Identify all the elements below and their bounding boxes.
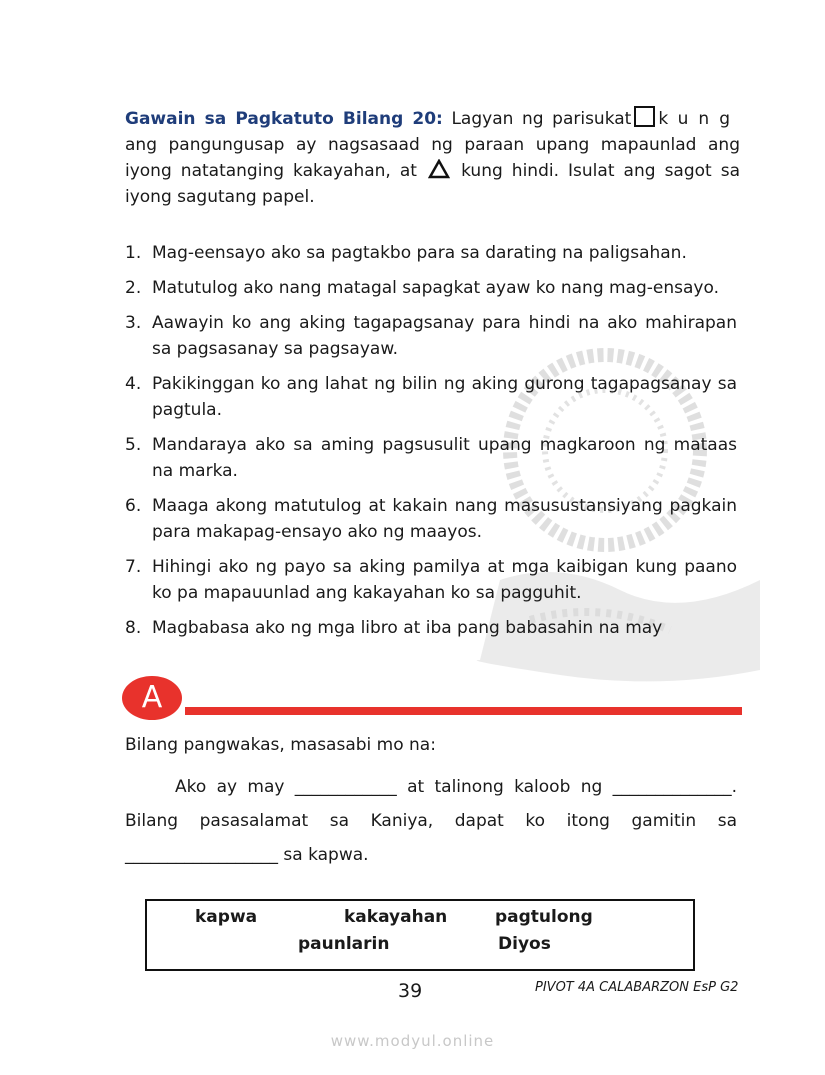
item-text: Hihingi ako ng payo sa aking pamilya at mga kaibigan kung paano ko pa mapauunlad ang kakayahan ko sa pagguhit. (152, 557, 737, 603)
list-item (125, 432, 737, 484)
list-item (125, 275, 737, 301)
item-text: Maaga akong matutulog at kakain nang masusustansiyang pagkain para makapag-ensayo ako ng maayos. (152, 496, 737, 542)
section-header-a (122, 676, 742, 720)
item-number: 2. (125, 278, 142, 298)
closing-lead: Bilang pangwakas, masasabi mo na: (125, 735, 436, 755)
list-item (125, 554, 737, 606)
instructions-text-3: kung hindi. Isulat ang sagot sa iyong sagutang papel. (125, 161, 741, 207)
fill-in-paragraph (125, 770, 737, 872)
word-bank-item: kapwa (195, 907, 258, 927)
item-number: 7. (125, 557, 142, 577)
activity-title: Gawain sa Pagkatuto Bilang 20: (125, 109, 443, 129)
triangle-icon (428, 159, 450, 179)
list-item (125, 615, 737, 641)
list-item (125, 310, 737, 362)
word-bank-item: pagtulong (495, 907, 593, 927)
word-bank-item: paunlarin (298, 934, 390, 954)
list-item (125, 493, 737, 545)
item-number: 8. (125, 618, 142, 638)
item-number: 3. (125, 313, 142, 333)
fill-text: Ako ay may (175, 777, 285, 797)
item-number: 4. (125, 374, 142, 394)
list-item (125, 371, 737, 423)
list-item (125, 240, 737, 266)
fill-text: at talinong kaloob ng (407, 777, 603, 797)
square-icon (634, 106, 655, 127)
item-text: Mag-eensayo ako sa pagtakbo para sa darating na paligsahan. (152, 243, 687, 263)
instructions-paragraph (125, 106, 740, 210)
item-text: Aawayin ko ang aking tagapagsanay para hindi na ako mahirapan sa pagsasanay sa pagsayaw. (152, 313, 737, 359)
site-watermark: www.modyul.online (330, 1032, 495, 1050)
blank-3: __________________ (125, 845, 278, 865)
page-number: 39 (398, 980, 423, 1002)
blank-2: ______________. (612, 777, 737, 797)
item-text: Magbabasa ako ng mga libro at iba pang babasahin na may (152, 618, 663, 638)
footer-code: PIVOT 4A CALABARZON EsP G2 (535, 980, 739, 995)
word-bank-item: Diyos (498, 934, 551, 954)
instructions-text-1: Lagyan ng parisukat (451, 109, 632, 129)
item-number: 6. (125, 496, 142, 516)
item-text: Matutulog ako nang matagal sapagkat ayaw ko nang mag-ensayo. (152, 278, 719, 298)
item-number: 5. (125, 435, 142, 455)
statement-list (125, 240, 737, 650)
section-badge: A (122, 676, 182, 720)
instructions-text-2: ang pangungusap ay nagsasaad ng paraan upang mapaunlad ang iyong natatanging kakayahan, at (125, 135, 740, 181)
blank-1: ____________ (294, 777, 397, 797)
item-number: 1. (125, 243, 142, 263)
instructions-spaced-word: kung (658, 109, 740, 129)
section-divider (185, 707, 742, 715)
item-text: Pakikinggan ko ang lahat ng bilin ng aking gurong tagapagsanay sa pagtula. (152, 374, 737, 420)
word-bank-box (145, 899, 695, 971)
fill-text: Bilang pasasalamat sa Kaniya, dapat ko itong gamitin sa (125, 811, 737, 831)
fill-text: sa kapwa. (283, 845, 369, 865)
word-bank-item: kakayahan (344, 907, 448, 927)
item-text: Mandaraya ako sa aming pagsusulit upang magkaroon ng mataas na marka. (152, 435, 737, 481)
